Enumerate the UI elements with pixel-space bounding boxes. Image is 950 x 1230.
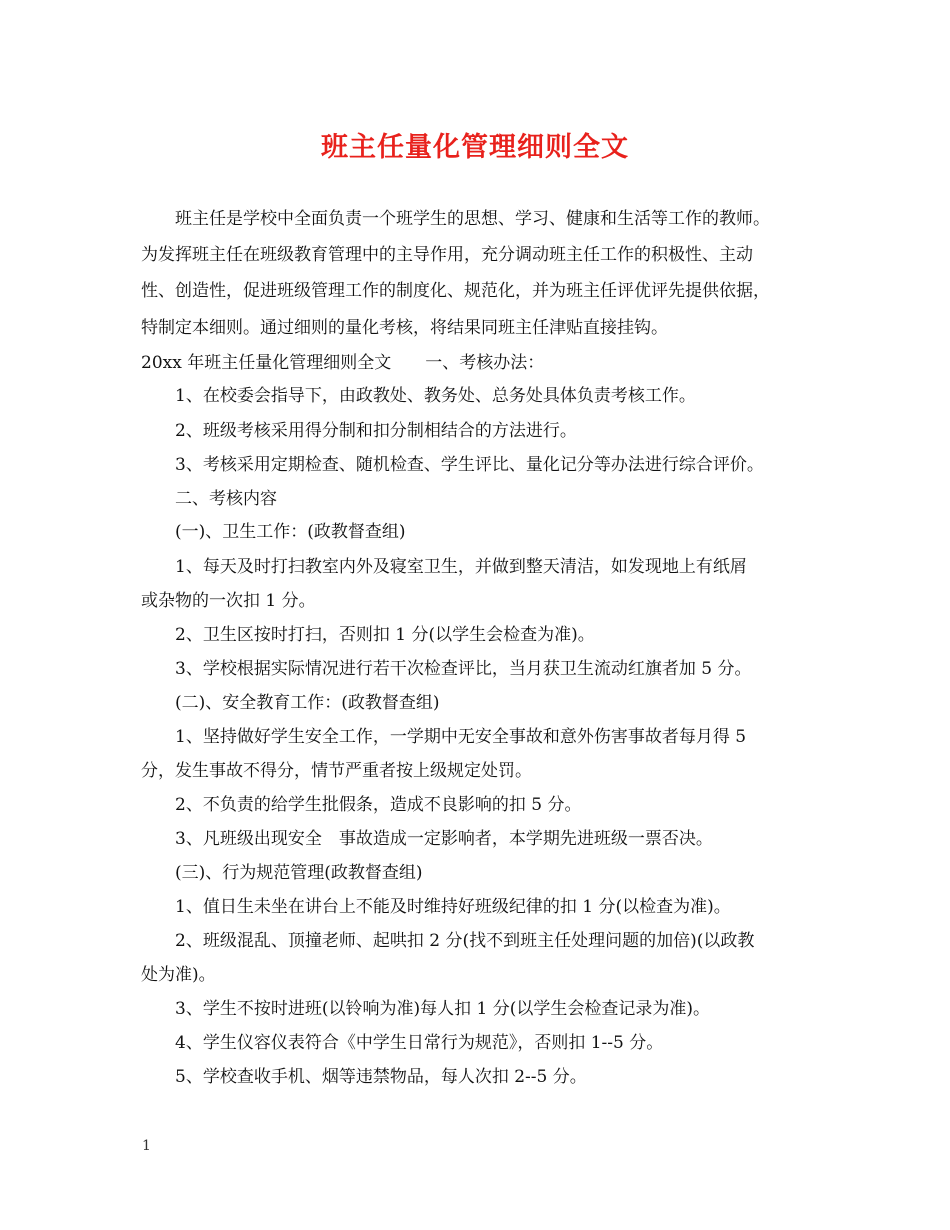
paragraph-line: 为发挥班主任在班级教育管理中的主导作用，充分调动班主任工作的积极性、主动 — [141, 245, 753, 265]
paragraph-line: 性、创造性，促进班级管理工作的制度化、规范化，并为班主任评优评先提供依据， — [141, 281, 770, 301]
paragraph-line: 2、班级混乱、顶撞老师、起哄扣 2 分(找不到班主任处理问题的加倍)(以政教 — [175, 931, 755, 951]
paragraph-line: 特制定本细则。通过细则的量化考核，将结果同班主任津贴直接挂钩。 — [141, 318, 668, 338]
paragraph-line: 1、在校委会指导下，由政教处、教务处、总务处具体负责考核工作。 — [175, 386, 696, 406]
paragraph-line: 3、学校根据实际情况进行若干次检查评比，当月获卫生流动红旗者加 5 分。 — [175, 659, 752, 679]
paragraph-line: 分，发生事故不得分，情节严重者按上级规定处罚。 — [141, 761, 532, 781]
subsection-heading: (三)、行为规范管理(政教督查组) — [175, 863, 423, 883]
paragraph-line: 3、凡班级出现安全 事故造成一定影响者，本学期先进班级一票否决。 — [175, 829, 713, 849]
paragraph-line: 处为准)。 — [141, 965, 216, 985]
subsection-heading: (二)、安全教育工作：(政教督查组) — [175, 693, 440, 713]
paragraph-line: 或杂物的一次扣 1 分。 — [141, 591, 316, 611]
paragraph-line: 3、学生不按时进班(以铃响为准)每人扣 1 分(以学生会检查记录为准)。 — [175, 999, 710, 1019]
paragraph-line: 1、每天及时打扫教室内外及寝室卫生，并做到整天清洁，如发现地上有纸屑 — [175, 557, 747, 577]
page-number: 1 — [142, 1138, 151, 1154]
paragraph-line: 5、学校查收手机、烟等违禁物品，每人次扣 2--5 分。 — [175, 1067, 587, 1087]
paragraph-line: 2、班级考核采用得分制和扣分制相结合的方法进行。 — [175, 421, 577, 441]
paragraph-line: 4、学生仪容仪表符合《中学生日常行为规范》，否则扣 1--5 分。 — [175, 1033, 664, 1053]
paragraph-line: 3、考核采用定期检查、随机检查、学生评比、量化记分等办法进行综合评价。 — [175, 455, 764, 475]
section-heading: 二、考核内容 — [175, 489, 277, 509]
paragraph-line: 班主任是学校中全面负责一个班学生的思想、学习、健康和生活等工作的教师。 — [175, 209, 770, 229]
paragraph-line: 2、不负责的给学生批假条，造成不良影响的扣 5 分。 — [175, 795, 582, 815]
paragraph-line: 2、卫生区按时打扫，否则扣 1 分(以学生会检查为准)。 — [175, 625, 595, 645]
paragraph-line: 20xx 年班主任量化管理细则全文 一、考核办法： — [141, 353, 545, 373]
document-title: 班主任量化管理细则全文 — [321, 132, 629, 163]
paragraph-line: 1、值日生未坐在讲台上不能及时维持好班级纪律的扣 1 分(以检查为准)。 — [175, 897, 731, 917]
subsection-heading: (一)、卫生工作：(政教督查组) — [175, 522, 406, 542]
paragraph-line: 1、坚持做好学生安全工作，一学期中无安全事故和意外伤害事故者每月得 5 — [175, 727, 747, 747]
